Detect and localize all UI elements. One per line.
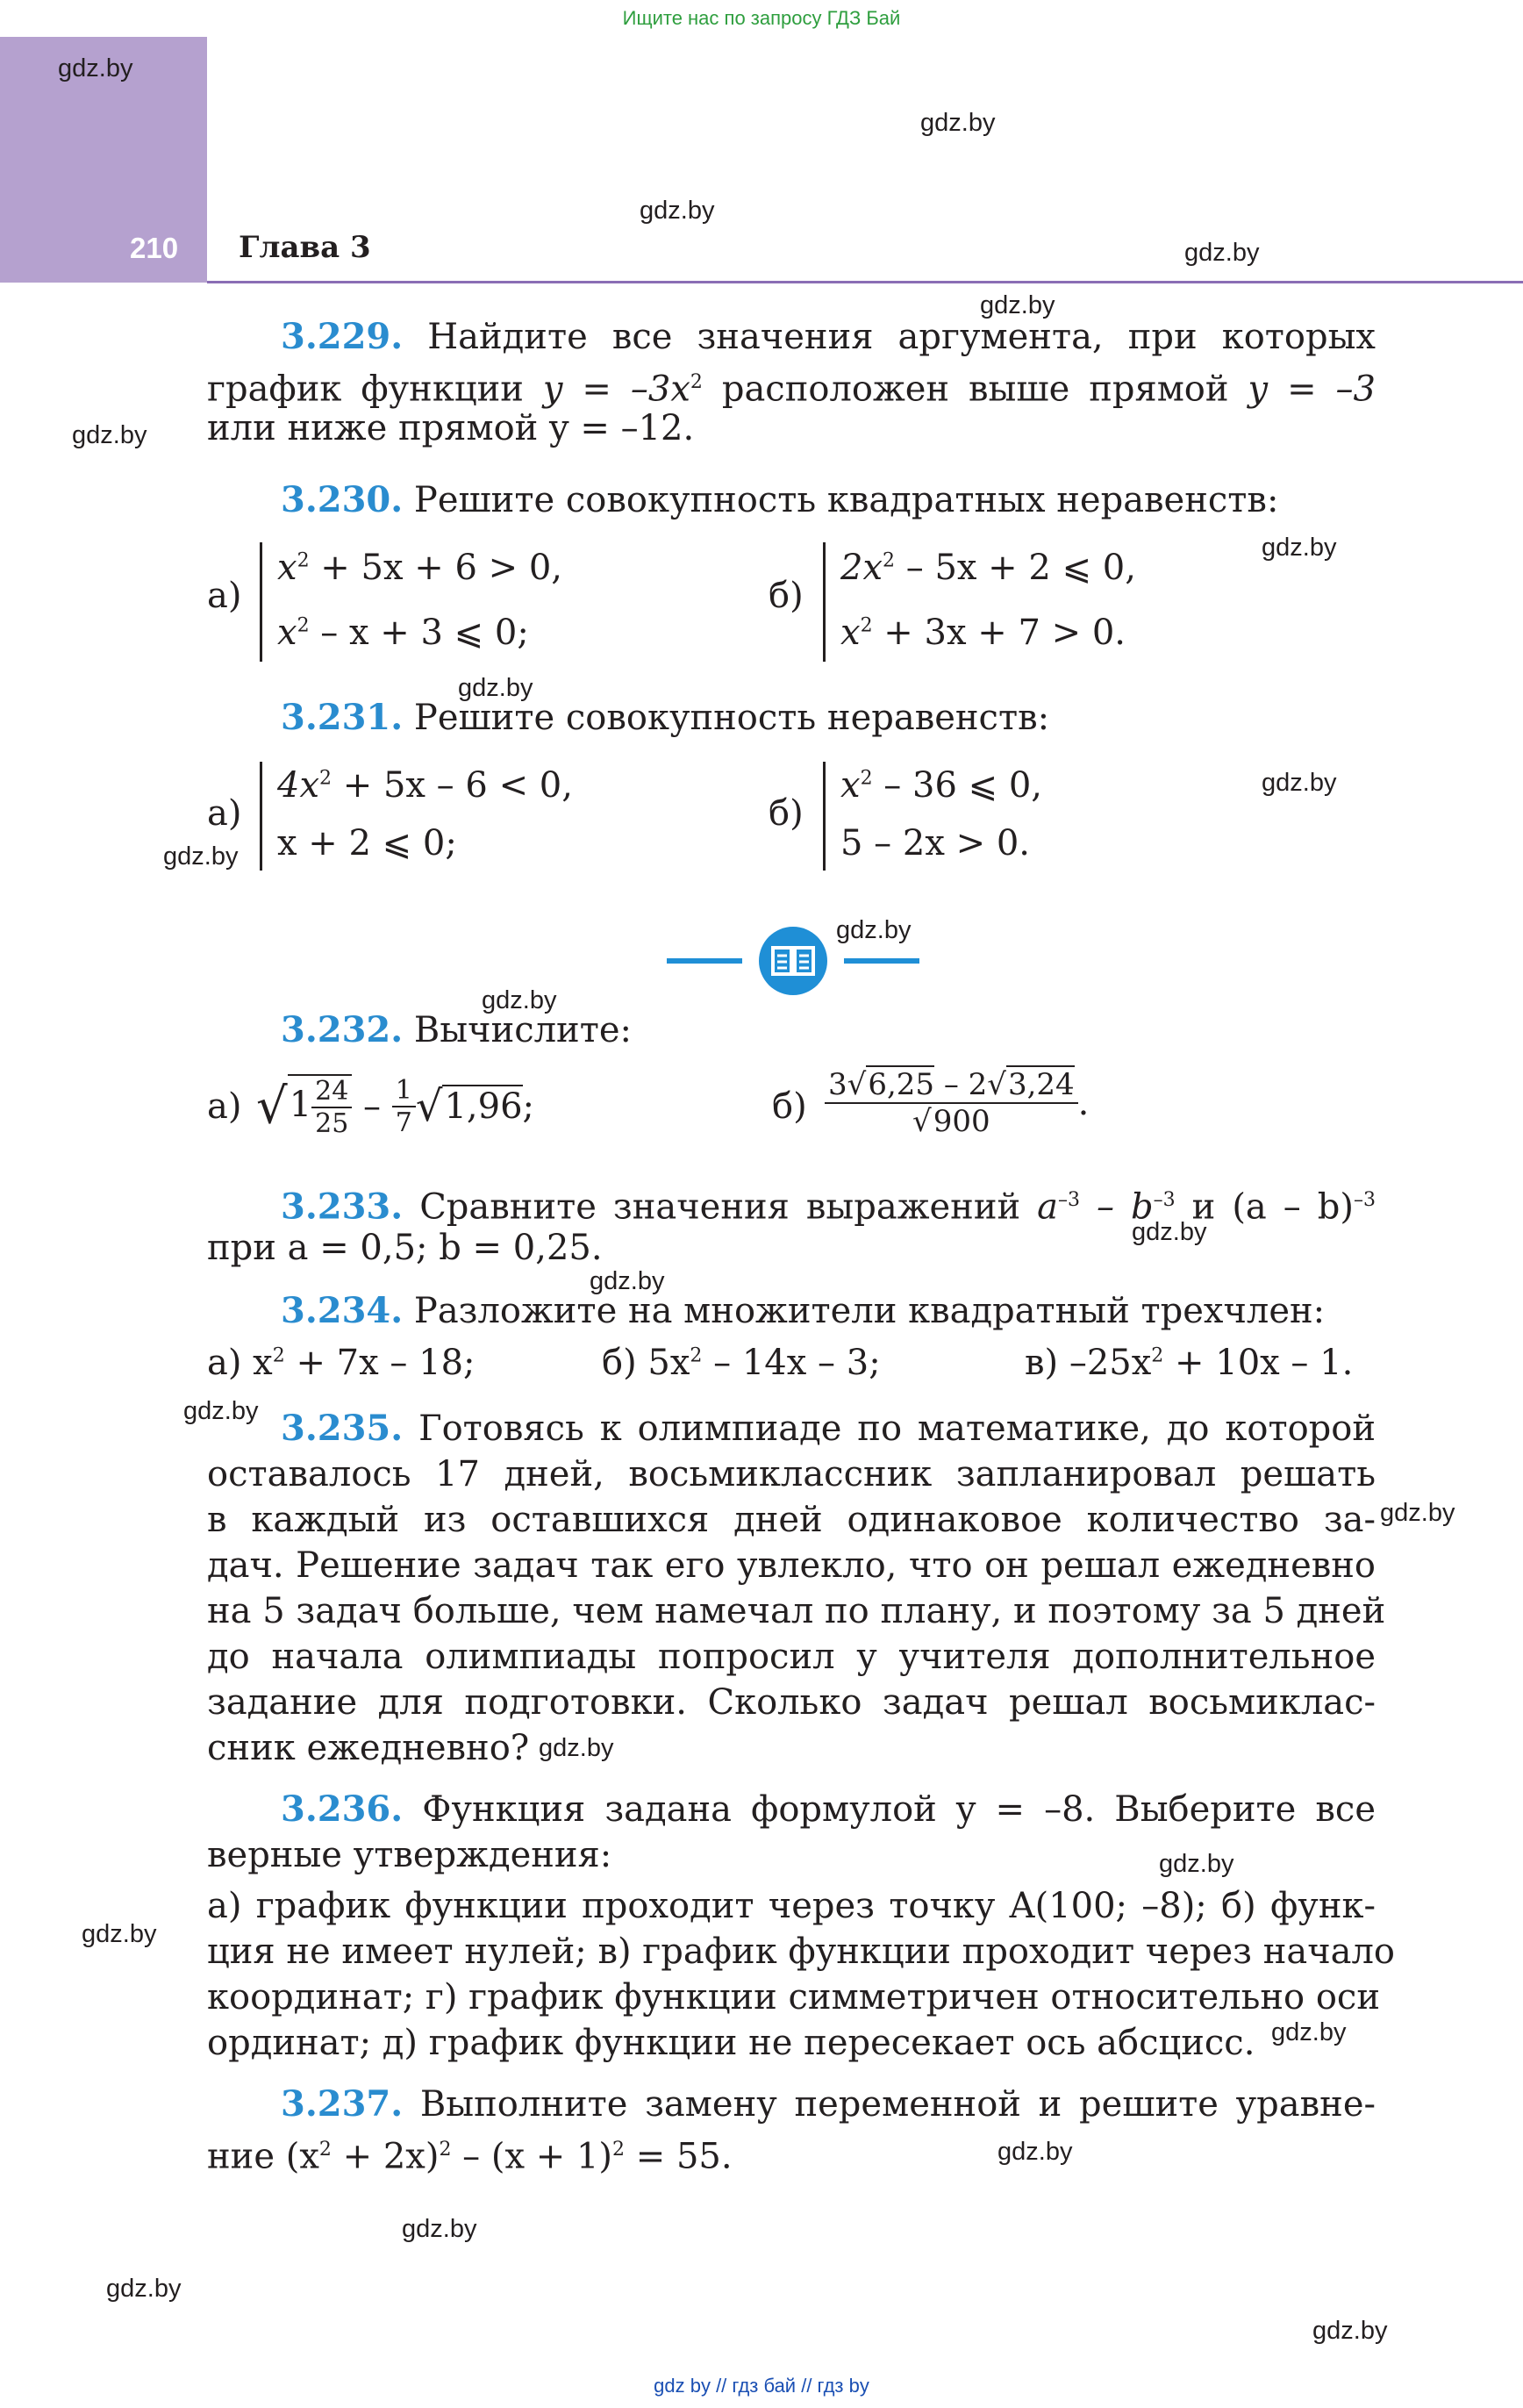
problem-235-line6: до начала олимпиады попросил у учителя дополнительное (207, 1637, 1376, 1677)
problem-number: 3.237. (281, 2083, 404, 2125)
inequality: $4x^2 + 5x - 6 < 0$, (277, 765, 573, 806)
option-c: в) $-25x^2 + 10x - 1$. (1025, 1343, 1354, 1383)
problem-number: 3.232. (281, 1009, 404, 1050)
problem-229-line2 (207, 360, 1376, 412)
watermark: gdz.by (106, 2275, 182, 2303)
watermark: gdz.by (58, 54, 133, 82)
watermark: gdz.by (163, 842, 239, 871)
icon-divider-left (667, 958, 742, 964)
watermark: gdz.by (920, 109, 996, 137)
problem-text: Разложите на множители квадратный трехчлен: (413, 1291, 1326, 1331)
problem-235-line8: сник ежедневно? (207, 1728, 530, 1768)
problem-number: 3.235. (281, 1408, 404, 1449)
chapter-title: Глава 3 (239, 230, 371, 265)
open-book-icon (759, 927, 827, 995)
bracket (823, 542, 826, 662)
watermark: gdz.by (1312, 2317, 1388, 2345)
option-b-label: б) (769, 793, 804, 834)
watermark: gdz.by (458, 674, 533, 702)
problem-233-line2: при a = 0,5; b = 0,25. (207, 1228, 603, 1268)
problem-number: 3.231. (281, 697, 404, 738)
problem-237-line2: ние $(x^2 + 2x)^2 - (x + 1)^2 = 55$. (207, 2136, 733, 2177)
bracket (260, 542, 262, 662)
watermark: gdz.by (1262, 769, 1337, 797)
watermark: gdz.by (183, 1397, 259, 1425)
problem-236-line2: верные утверждения: (207, 1835, 612, 1875)
problem-number: 3.236. (281, 1788, 404, 1830)
problem-235-line5: на 5 задач больше, чем намечал по плану, и поэтому за 5 дней (207, 1591, 1386, 1631)
option-a-label: а) (207, 1086, 242, 1127)
problem-237-line1: 3.237. Выполните замену переменной и решите уравне- (281, 2083, 1376, 2125)
bracket (823, 762, 826, 871)
exponent: 2 (690, 371, 703, 393)
inequality: x + 2 ⩽ 0; (277, 823, 457, 864)
problem-text: Решите совокупность квадратных неравенств: (413, 480, 1279, 520)
inequality: $2x^2 - 5x + 2$ ⩽ 0, (840, 548, 1136, 588)
problem-text: Вычислите: (413, 1010, 632, 1050)
watermark: gdz.by (1132, 1218, 1207, 1246)
inequality: $x^2 + 3x + 7 > 0$. (840, 613, 1126, 653)
problem-number: 3.229. (281, 316, 404, 357)
problem-230-title (281, 477, 1278, 523)
inequality: $x^2 - 36$ ⩽ 0, (840, 765, 1042, 806)
problem-236-line3: а) график функции проходит через точку A(100; –8); б) функ- (207, 1886, 1376, 1926)
problem-235-line7: задание для подготовки. Сколько задач решал восьмиклас- (207, 1682, 1376, 1723)
problem-236-line4: ция не имеет нулей; в) график функции проходит через начало (207, 1931, 1396, 1972)
formula: y = –3x (542, 369, 690, 410)
problem-229-line1 (207, 314, 1376, 360)
inequality: $x^2 - x + 3$ ⩽ 0; (277, 613, 529, 653)
header-rule (207, 281, 1523, 283)
option-a: а) $x^2 + 7x - 18$; (207, 1343, 475, 1383)
watermark: gdz.by (590, 1267, 665, 1295)
watermark: gdz.by (482, 986, 557, 1014)
watermark: gdz.by (1271, 2018, 1347, 2046)
problem-number: 3.233. (281, 1186, 404, 1228)
expression-a: √1 $\frac{24}{25}$ – $\frac{1}{7}$ √1,96; (256, 1075, 534, 1139)
problem-229-line3: или ниже прямой y = –12. (207, 408, 695, 448)
top-banner: Ищите нас по запросу ГДЗ Бай (622, 7, 901, 29)
expression-b: $\frac{3√6,25 - 2√3,24}{√900}$ . (825, 1067, 1089, 1139)
footer-links[interactable]: gdz by // гдз бай // гдз by (654, 2375, 869, 2397)
watermark: gdz.by (980, 291, 1055, 319)
watermark: gdz.by (1159, 1850, 1234, 1878)
formula: y = –3 (1248, 369, 1376, 410)
watermark: gdz.by (402, 2215, 477, 2243)
watermark: gdz.by (72, 421, 147, 449)
watermark: gdz.by (836, 916, 912, 944)
inequality: 5 – 2x > 0. (840, 823, 1030, 864)
problem-236-line1: 3.236. Функция задана формулой y = –8. Выберите все (281, 1788, 1376, 1830)
problem-231-title (281, 695, 1049, 741)
watermark: gdz.by (539, 1734, 614, 1762)
watermark: gdz.by (1184, 239, 1260, 267)
problem-235-line3: в каждый из оставшихся дней одинаковое количество за- (207, 1500, 1376, 1540)
problem-number: 3.234. (281, 1290, 404, 1331)
page-number: 210 (130, 232, 179, 264)
watermark: gdz.by (640, 197, 715, 225)
problem-text: график функции (207, 369, 543, 410)
watermark: gdz.by (997, 2138, 1073, 2166)
problem-236-line5: координат; г) график функции симметричен относительно оси (207, 1977, 1380, 2017)
problem-233-line1: 3.233. Сравните значения выражений $a^{-3} - b^{-3}$ и (a – b)$^{-3}$ (281, 1186, 1376, 1228)
watermark: gdz.by (82, 1920, 157, 1948)
bracket (260, 762, 262, 871)
option-b: б) $5x^2 - 14x - 3$; (602, 1343, 881, 1383)
watermark: gdz.by (1380, 1499, 1455, 1527)
problem-text: Найдите все значения аргумента, при которых (427, 317, 1376, 357)
problem-235-line2: оставалось 17 дней, восьмиклассник запланировал решать (207, 1454, 1376, 1494)
option-a-label: а) (207, 793, 242, 834)
icon-divider-right (844, 958, 919, 964)
option-b-label: б) (769, 576, 804, 616)
problem-235-line4: дач. Решение задач так его увлекло, что он решал ежедневно (207, 1545, 1376, 1586)
problem-text: Решите совокупность неравенств: (413, 698, 1050, 738)
option-a-label: а) (207, 576, 242, 616)
problem-number: 3.230. (281, 479, 404, 520)
problem-236-line6: ординат; д) график функции не пересекает ось абсцисс. (207, 2023, 1255, 2063)
problem-text: расположен выше прямой (702, 369, 1248, 410)
problem-234-title (281, 1288, 1325, 1334)
inequality: $x^2 + 5x + 6 > 0$, (277, 548, 563, 588)
watermark: gdz.by (1262, 534, 1337, 562)
option-b-label: б) (772, 1086, 807, 1127)
problem-232-title (281, 1007, 632, 1053)
problem-235-line1: 3.235. Готовясь к олимпиаде по математике, до которой (281, 1408, 1376, 1449)
